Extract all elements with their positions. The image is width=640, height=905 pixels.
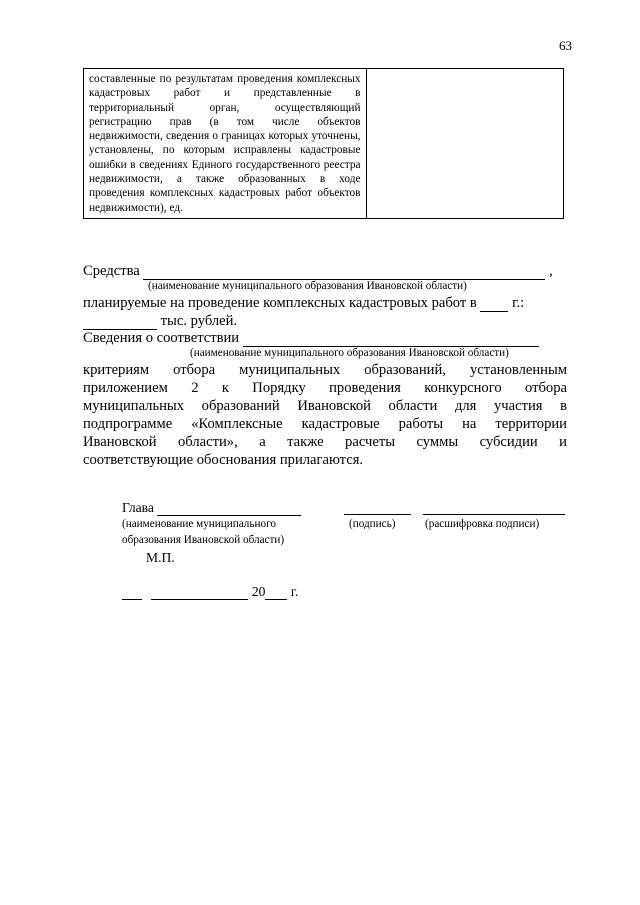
stamp-mark: М.П. — [146, 550, 175, 565]
indicator-description-cell: составленные по результатам проведения комплексных кадастровых работ и представленные в территориальный орган, осуществляющий регистрацию прав (в том числе объектов недвижимости, сведения о границах которых уточнены, установлены, по которым исправлены кадастровые ошибки в сведениях Единого государственного реестра недвижимости, а также образованных в ходе проведения комплексных кадастровых работ объектов недвижимости), ед. — [84, 69, 367, 219]
signature-caption: (подпись) — [349, 518, 396, 530]
compliance-text-line-2: приложением 2 к Порядку проведения конкурсного отбора — [83, 380, 567, 396]
planned-text: планируемые на проведение комплексных кадастровых работ в — [83, 295, 477, 311]
year-suffix: г.: — [512, 295, 525, 311]
signature-blank[interactable] — [344, 500, 411, 515]
date-line — [122, 584, 298, 600]
year-blank[interactable] — [480, 298, 508, 312]
funds-line — [83, 262, 567, 280]
amount-unit: тыс. рублей. — [160, 313, 238, 329]
day-blank[interactable] — [122, 586, 142, 600]
sign-year-blank[interactable] — [265, 586, 287, 600]
head-name-blank[interactable] — [157, 502, 301, 516]
compliance-line — [83, 329, 567, 347]
head-line — [122, 500, 301, 516]
head-label: Глава — [122, 500, 154, 515]
compliance-text-line-6: соответствующие обоснования прилагаются. — [83, 452, 364, 468]
municipality-name-blank[interactable] — [143, 266, 545, 280]
compliance-text-line-1: критериям отбора муниципальных образований, установленным — [83, 362, 567, 378]
sign-year-suffix: г. — [290, 584, 299, 599]
planned-line — [83, 294, 567, 312]
funds-caption: (наименование муниципального образования Ивановской области) — [148, 280, 467, 292]
signature-decode-caption: (расшифровка подписи) — [425, 518, 540, 530]
amount-blank[interactable] — [83, 316, 157, 330]
compliance-label: Сведения о соответствии — [83, 330, 240, 346]
year-prefix: 20 — [251, 584, 266, 599]
compliance-body — [83, 361, 567, 469]
indicator-value-cell — [366, 69, 564, 219]
page-number: 63 — [559, 38, 572, 53]
compliance-text-line-5: Ивановской области», а также расчеты суммы субсидии и — [83, 434, 567, 450]
head-caption-line-2: образования Ивановской области) — [122, 534, 285, 546]
compliance-text-line-4: подпрограмме «Комплексные кадастровые работы на территории — [83, 416, 567, 432]
funds-label: Средства — [83, 263, 140, 279]
compliance-municipality-blank[interactable] — [243, 333, 539, 347]
signature-decode-blank[interactable] — [423, 500, 565, 515]
funds-comma: , — [549, 263, 553, 279]
indicator-table — [83, 68, 564, 219]
amount-line — [83, 312, 567, 330]
head-caption-line-1: (наименование муниципального — [122, 518, 276, 530]
compliance-text-line-3: муниципальных образований Ивановской области для участия в — [83, 398, 567, 414]
compliance-caption: (наименование муниципального образования Ивановской области) — [190, 347, 509, 359]
month-blank[interactable] — [151, 586, 248, 600]
table-row — [84, 69, 564, 219]
